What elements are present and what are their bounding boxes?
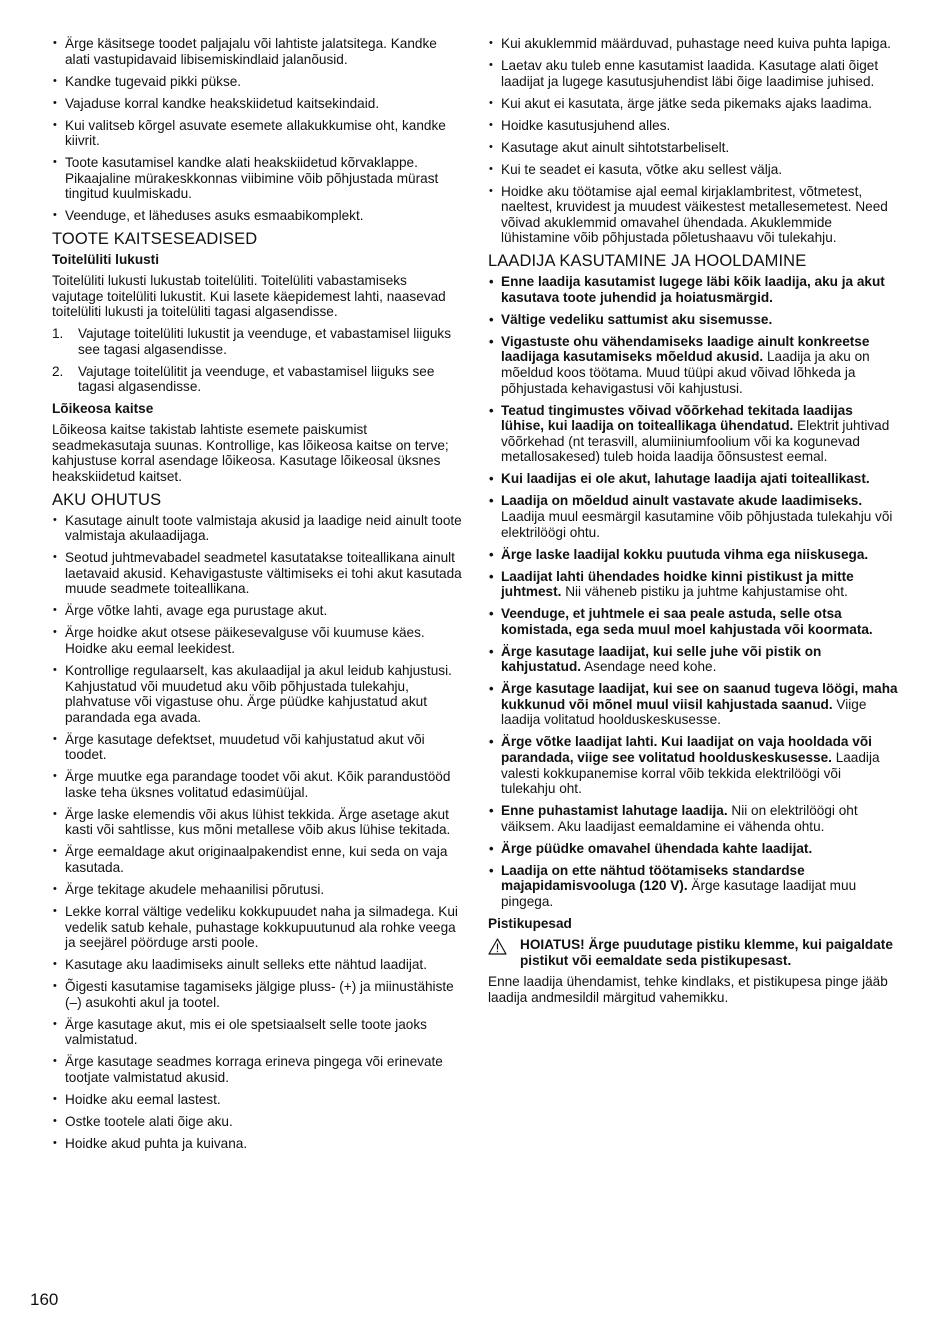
list-item: • Ärge tekitage akudele mehaanilisi põrutusi. xyxy=(52,882,462,898)
list-item: • Õigesti kasutamise tagamiseks jälgige pluss- (+) ja miinustähiste (–) asukohti akul ja tootel. xyxy=(52,979,462,1010)
right-column xyxy=(488,36,898,1011)
battery-care-list xyxy=(488,36,898,246)
battery-heading: AKU OHUTUS xyxy=(52,490,162,509)
charger-item-bold: Ärge püüdke omavahel ühendada kahte laadijat. xyxy=(501,840,813,856)
sockets-heading: Pistikupesad xyxy=(488,915,572,931)
charger-item xyxy=(488,606,898,637)
list-item: • Kandke tugevaid pikki pükse. xyxy=(52,74,462,90)
protection-heading: TOOTE KAITSESEADISED xyxy=(52,230,258,249)
list-item: • Kui valitseb kõrgel asuvate esemete allakukkumise oht, kandke kiivrit. xyxy=(52,118,462,149)
list-item: • Lekke korral vältige vedeliku kokkupuudet naha ja silmadega. Kui vedelik satub kehale, puhastage kokkupuutunud ala rohke veega ja seejärel pöörduge arsti poole. xyxy=(52,904,462,951)
list-item: • Kasutage ainult toote valmistaja akusid ja laadige neid ainult toote valmistaja akulaadijaga. xyxy=(52,513,462,544)
list-item: • Hoidke aku eemal lastest. xyxy=(52,1092,462,1108)
charger-item-text: Elektrit juhtivad võõrkehad (nt terasvill, alumiiniumfoolium või ka kogunevad metallosakesed) tuleb hoida laadija õõnsustest eemal. xyxy=(501,418,890,465)
charger-item-text: Laadija ja aku on mõeldud koos töötama. Muud tüüpi akud võivad lõhkeda ja põhjustada kehavigastusi või kahjustusi. xyxy=(501,349,870,396)
charger-item xyxy=(488,274,898,305)
sockets-text: Enne laadija ühendamist, tehke kindlaks, et pistikupesa pinge jääb laadija andmesildil märgitud vahemikku. xyxy=(488,974,888,1005)
charger-item xyxy=(488,734,898,796)
charger-item-bold: Laadijat lahti ühendades hoidke kinni pistikust ja mitte juhtmest. xyxy=(501,568,854,600)
list-item: • Ärge muutke ega parandage toodet või akut. Kõik parandustööd laske teha üksnes volitatud edasimüüjal. xyxy=(52,769,462,800)
charger-item-bold: Veenduge, et juhtmele ei saa peale astuda, selle otsa komistada, ega seda muul moel kahjustada või koormata. xyxy=(501,606,873,637)
list-item: • Kui akut ei kasutata, ärge jätke seda pikemaks ajaks laadima. xyxy=(488,96,898,112)
charger-item-text: Nii väheneb pistiku ja juhtme kahjustamise oht. xyxy=(565,584,848,600)
charger-item xyxy=(488,547,898,563)
charger-item xyxy=(488,681,898,728)
warning-text: HOIATUS! Ärge puudutage pistiku klemme, kui paigaldate pistikut või eemaldate seda pistikupesast. xyxy=(520,936,893,968)
list-item: • Toote kasutamisel kandke alati heakskiidetud kõrvaklappe. Pikaajaline mürakeskkonnas viibimine võib põhjustada mürast tingitud kuulmiskadu. xyxy=(52,155,462,202)
charger-item xyxy=(488,403,898,465)
list-item: • Ärge käsitsege toodet paljajalu või lahtiste jalatsitega. Kandke alati vastupidavaid libisemiskindlaid jalanõusid. xyxy=(52,36,462,67)
charger-item-bold: Kui laadijas ei ole akut, lahutage laadija ajati toiteallikast. xyxy=(501,471,870,487)
charger-item-bold: Ärge kasutage laadijat, kui see on saanud tugeva löögi, maha kukkunud või mõnel muul viisil kahjustada saanud. xyxy=(501,681,898,712)
page-number: 160 xyxy=(30,1290,59,1309)
ppe-list xyxy=(52,36,462,224)
charger-item xyxy=(488,334,898,396)
list-item: • Ärge laske elemendis või akus lühist tekkida. Ärge asetage akut kasti või sahtlisse, kus mõni metallese võib akus lühise tekitada. xyxy=(52,807,462,838)
step-item xyxy=(52,326,462,357)
charger-item-text: Asendage need kohe. xyxy=(584,659,717,675)
charger-item xyxy=(488,471,898,487)
step-text: Vajutage toitelülitit ja veenduge, et vabastamisel liiguks see tagasi algasendisse. xyxy=(78,363,435,395)
charger-item xyxy=(488,863,898,910)
charger-item xyxy=(488,312,898,328)
list-item: • Ostke tootele alati õige aku. xyxy=(52,1114,462,1130)
charger-item xyxy=(488,803,898,834)
charger-item xyxy=(488,493,898,540)
step-text: Vajutage toitelüliti lukustit ja veenduge, et vabastamisel liiguks see tagasi algasendisse. xyxy=(78,326,452,357)
left-column xyxy=(52,36,462,1158)
list-item: • Kontrollige regulaarselt, kas akulaadijal ja akul leidub kahjustusi. Kahjustatud või muudetud aku võib põhjustada tulekahju, plahvatuse või vigastuse ohu. Ärge püüdke kahjustatud akut parandada ega avada. xyxy=(52,663,462,725)
charger-item-bold: Laadija on mõeldud ainult vastavate akude laadimiseks. xyxy=(501,493,863,509)
list-item: • Hoidke akud puhta ja kuivana. xyxy=(52,1136,462,1152)
charger-item-text: Viige laadija volitatud hoolduskeskusesse. xyxy=(501,696,867,728)
charger-item-text: Ärge kasutage laadijat muu pingega. xyxy=(501,878,857,909)
list-item: • Ärge eemaldage akut originaalpakendist enne, kui seda on vaja kasutada. xyxy=(52,844,462,875)
charger-item xyxy=(488,841,898,857)
warning-block xyxy=(488,937,898,968)
list-item: • Hoidke aku töötamise ajal eemal kirjaklambritest, võtmetest, naeltest, kruvidest ja muudest väikestest metallesemetest. Need võivad akuklemmid omavahel ühendada. Akuklemmide lühistamine võib põhjustada põletushaavu või tulekahju. xyxy=(488,184,898,246)
guard-text: Lõikeosa kaitse takistab lahtiste esemete paiskumist seadmekasutaja suunas. Kontrollige, kas lõikeosa kaitse on terve; kahjustuse korral asendage lõikeosa. Kasutage lõikeosal üksnes heakskiidetud kaitset. xyxy=(52,422,449,484)
switch-steps-list xyxy=(52,326,462,395)
list-item: • Seotud juhtmevabadel seadmetel kasutatakse toiteallikana ainult laetavaid akusid. Kehavigastuste vältimiseks ei tohi akut kasutada muude seadmete toiteallikana. xyxy=(52,550,462,597)
charger-list xyxy=(488,274,898,909)
list-item: • Ärge võtke lahti, avage ega purustage akut. xyxy=(52,603,462,619)
charger-item-bold: Teatud tingimustes võivad võõrkehad tekitada laadijas lühise, kui laadija on toiteallikaga ühendatud. xyxy=(501,402,853,434)
charger-item-bold: Enne puhastamist lahutage laadija. xyxy=(501,803,728,819)
list-item: • Kasutage aku laadimiseks ainult selleks ette nähtud laadijat. xyxy=(52,957,462,973)
list-item: • Laetav aku tuleb enne kasutamist laadida. Kasutage alati õiget laadijat ja lugege kasutusjuhendist läbi õige laadimise juhised. xyxy=(488,58,898,89)
switch-lock-heading: Toitelüliti lukusti xyxy=(52,252,159,268)
warning-triangle-icon xyxy=(488,938,507,955)
list-item: • Kui te seadet ei kasuta, võtke aku sellest välja. xyxy=(488,162,898,178)
charger-item-bold: Laadija on ette nähtud töötamiseks standardse majapidamisvooluga (120 V). xyxy=(501,862,805,894)
charger-item-text: Laadija valesti kokkupanemise korral võib tekkida elektrilöögi või tulekahju oht. xyxy=(501,750,880,797)
list-item: • Ärge kasutage akut, mis ei ole spetsiaalselt selle toote jaoks valmistatud. xyxy=(52,1017,462,1048)
list-item: • Ärge kasutage seadmes korraga erineva pingega või erinevate tootjate valmistatud akusid. xyxy=(52,1054,462,1085)
list-item: • Ärge hoidke akut otsese päikesevalguse või kuumuse käes. Hoidke aku eemal leekidest. xyxy=(52,625,462,656)
charger-item-bold: Vältige vedeliku sattumist aku sisemusse. xyxy=(501,311,773,327)
list-item: • Hoidke kasutusjuhend alles. xyxy=(488,118,898,134)
charger-item-bold: Ärge kasutage laadijat, kui selle juhe või pistik on kahjustatud. xyxy=(501,643,822,675)
list-item: • Veenduge, et läheduses asuks esmaabikomplekt. xyxy=(52,208,462,224)
charger-item-text: Nii on elektrilöögi oht väiksem. Aku laadijast eemaldamine ei vähenda ohtu. xyxy=(501,803,858,834)
charger-item-bold: Enne laadija kasutamist lugege läbi kõik laadija, aku ja akut kasutava toote juhendid ja hoiatusmärgid. xyxy=(501,274,885,305)
list-item: • Kasutage akut ainult sihtotstarbeliselt. xyxy=(488,140,898,156)
list-item: • Vajaduse korral kandke heakskiidetud kaitsekindaid. xyxy=(52,96,462,112)
step-item xyxy=(52,364,462,395)
charger-item-bold: Ärge laske laadijal kokku puutuda vihma ega niiskusega. xyxy=(501,546,869,562)
guard-heading: Lõikeosa kaitse xyxy=(52,401,154,417)
charger-item xyxy=(488,644,898,675)
charger-item-text: Laadija muul eesmärgil kasutamine võib põhjustada tulekahju või elektrilöögi ohtu. xyxy=(501,508,893,540)
step-number: 1. xyxy=(52,326,64,342)
charger-heading: LAADIJA KASUTAMINE JA HOOLDAMINE xyxy=(488,252,807,271)
list-item: • Ärge kasutage defektset, muudetud või kahjustatud akut või toodet. xyxy=(52,732,462,763)
charger-item-bold: Vigastuste ohu vähendamiseks laadige ainult konkreetse laadijaga kasutamiseks mõeldud akusid. xyxy=(501,333,870,365)
charger-item xyxy=(488,569,898,600)
charger-item-bold: Ärge võtke laadijat lahti. Kui laadijat on vaja hooldada või parandada, viige see volitatud hoolduskeskusesse. xyxy=(501,734,872,765)
step-number: 2. xyxy=(52,363,64,379)
switch-lock-text: Toitelüliti lukusti lukustab toitelüliti. Toitelüliti vabastamiseks vajutage toitelüliti lukustit. Kui lasete käepidemest lahti, naasevad toitelüliti lukusti ja toitelüliti tagasi algasendisse. xyxy=(52,273,446,320)
list-item: • Kui akuklemmid määrduvad, puhastage need kuiva puhta lapiga. xyxy=(488,36,898,52)
battery-safety-list xyxy=(52,513,462,1152)
